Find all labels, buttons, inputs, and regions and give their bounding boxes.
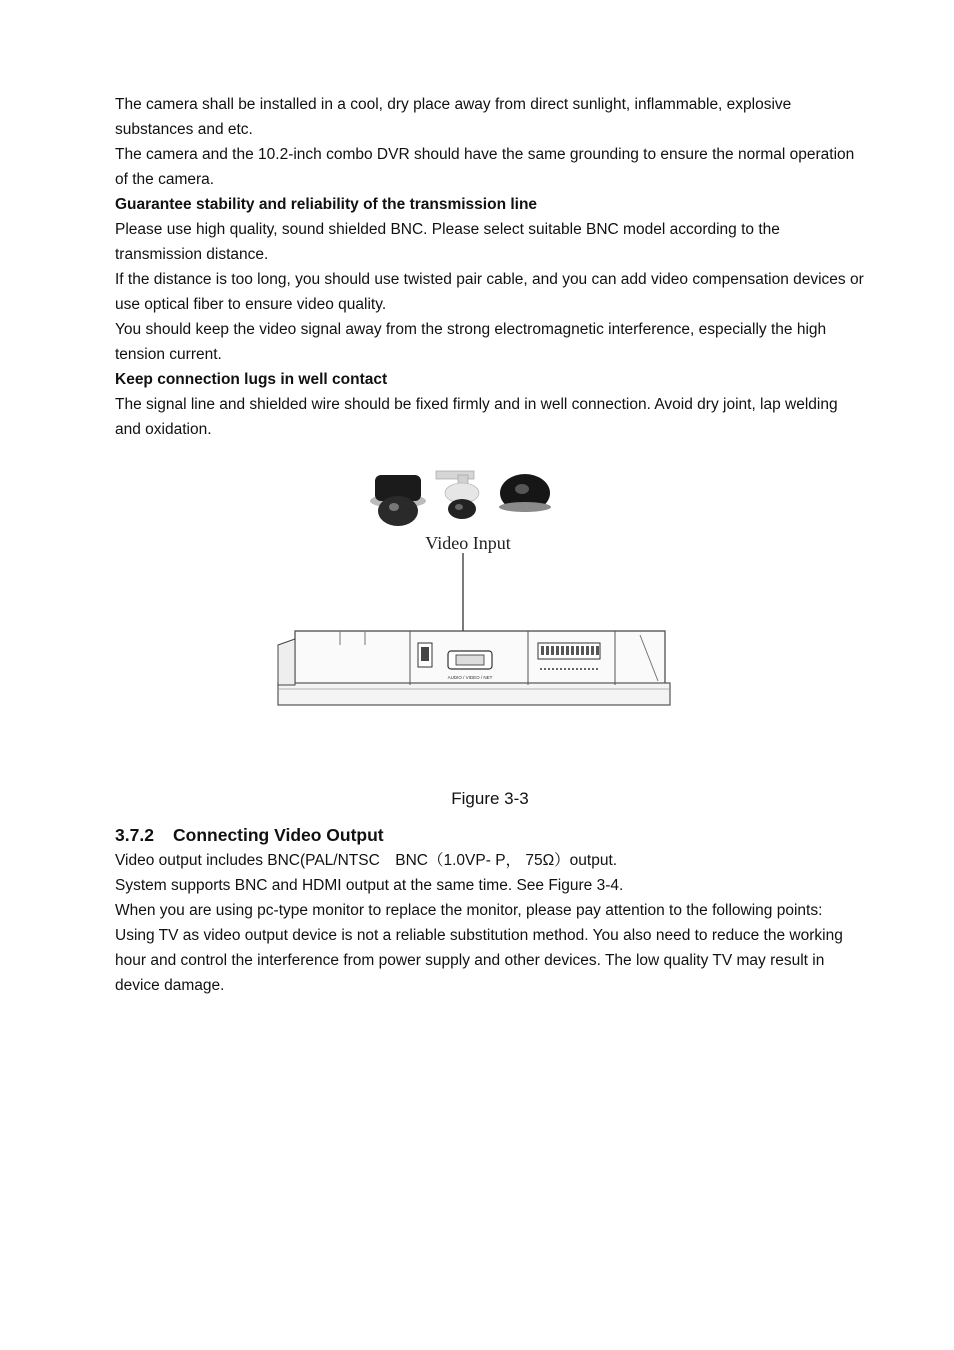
- paragraph-video-output: Video output includes BNC(PAL/NTSC BNC（1.0VP- P， 75Ω）output.: [115, 852, 618, 869]
- paragraph-tv-output: Using TV as video output device is not a reliable substitution method. You also need to reduce the working hour and control the interference from power supply and other devices. The low quality TV may result in device damage.: [115, 927, 843, 994]
- port-label: AUDIO / VIDEO / NET: [447, 675, 493, 680]
- section-number: 3.7.2: [115, 825, 154, 845]
- dvr-rear-panel: [278, 631, 670, 705]
- speed-dome-camera-icon: [436, 471, 479, 519]
- ceiling-camera-icon: [370, 475, 426, 526]
- paragraph-grounding: The camera and the 10.2-inch combo DVR should have the same grounding to ensure the normal operation of the camera.: [115, 146, 855, 188]
- document-page: [115, 92, 865, 998]
- paragraph-pc-monitor: When you are using pc-type monitor to replace the monitor, please pay attention to the following points:: [115, 902, 823, 919]
- video-input-diagram: [270, 463, 680, 723]
- section-heading: [115, 823, 865, 848]
- heading-transmission-line: Guarantee stability and reliability of the transmission line: [115, 196, 538, 213]
- paragraph-bnc-hdmi: System supports BNC and HDMI output at the same time. See Figure 3-4.: [115, 877, 624, 894]
- figure-caption: Figure 3-3: [451, 789, 529, 808]
- dome-camera-icon: [499, 474, 551, 512]
- section-title: Connecting Video Output: [173, 825, 384, 845]
- paragraph-signal-line: The signal line and shielded wire should be fixed firmly and in well connection. Avoid dry joint, lap welding and oxidation.: [115, 396, 838, 438]
- paragraph-long-distance: If the distance is too long, you should use twisted pair cable, and you can add video compensation devices or use optical fiber to ensure video quality.: [115, 271, 864, 313]
- paragraph-interference: You should keep the video signal away from the strong electromagnetic interference, especially the high tension current.: [115, 321, 827, 363]
- paragraph-bnc-quality: Please use high quality, sound shielded BNC. Please select suitable BNC model according to the transmission distance.: [115, 221, 780, 263]
- paragraph-installation-place: The camera shall be installed in a cool, dry place away from direct sunlight, inflammable, explosive substances and etc.: [115, 96, 792, 138]
- heading-connection-lugs: Keep connection lugs in well contact: [115, 371, 388, 388]
- figure-video-input: [115, 463, 865, 768]
- video-input-label: Video Input: [425, 533, 511, 553]
